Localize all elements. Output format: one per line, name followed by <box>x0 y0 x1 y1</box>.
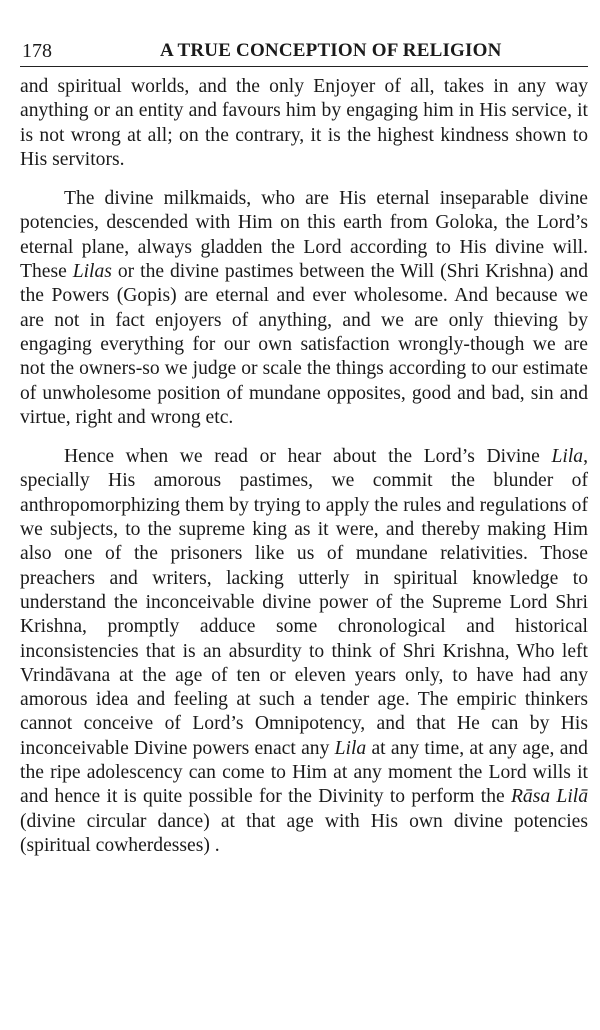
italic-term-lila: Lila <box>551 446 584 468</box>
italic-term-rasa-lila: Rāsa Lilā <box>510 786 589 808</box>
book-page <box>20 36 588 858</box>
body-text <box>20 75 588 858</box>
text-segment: , specially His amorous pastimes, we commit the blunder of anthropomorphizing them by trying to apply the rules and regulations of we subjects, to the supreme king as it were, and thereby making Him also one of the prisoners like us of mundane relativities. Those preachers and writers, lacking utterly in spiritual knowledge to understand the inconceivable divine power of the Supreme Lord Shri Krishna, promptly adduce some chronological and historical inconsistencies that is an absurdity to think of Shri Krishna, Who left Vrindāvana at the age of ten or eleven years only, to have had any amorous idea and feeling at such a tender age. The empiric thinkers cannot conceive of Lord’s Omnipotency, and that He can by His inconceivable Divine powers enact any <box>20 446 588 759</box>
paragraph-2 <box>20 187 588 430</box>
text-segment: (divine circular dance) at that age with His own divine potencies (spiritual cowherdesses) . <box>20 810 588 856</box>
text-segment: or the divine pastimes between the Will (Shri Krishna) and the Powers (Gopis) are eternal and ever wholesome. And because we are not in fact enjoyers of anything, and we are only thieving by engaging everything for our own satisfaction wrongly-though we are not the owners-so we judge or scale the things according to our estimate of unwholesome position of mundane opposites, good and bad, sin and virtue, right and wrong etc. <box>20 261 588 428</box>
text-segment: at any time, at any age, and the ripe adolescency can come to Him at any moment the Lord wills it and hence it is quite possible for the Divinity to perform the <box>20 737 588 808</box>
running-title: A TRUE CONCEPTION OF RELIGION <box>160 40 502 61</box>
page-header <box>20 36 588 67</box>
page-number: 178 <box>22 40 52 62</box>
text-segment: Hence when we read or hear about the Lord’s Divine <box>64 446 552 468</box>
paragraph-3 <box>20 445 588 858</box>
italic-term-lila: Lila <box>334 737 367 759</box>
italic-term-lilas: Lilas <box>72 261 112 283</box>
text-segment: The divine milkmaids, who are His eternal inseparable divine potencies, descended with Him on this earth from Goloka, the Lord’s eternal plane, always gladden the Lord according to His divine will. These <box>20 188 588 283</box>
text-segment: and spiritual worlds, and the only Enjoyer of all, takes in any way anything or an entity and favours him by engaging him in His service, it is not wrong at all; on the contrary, it is the highest kindness shown to His servitors. <box>20 76 588 170</box>
paragraph-1 <box>20 75 588 172</box>
